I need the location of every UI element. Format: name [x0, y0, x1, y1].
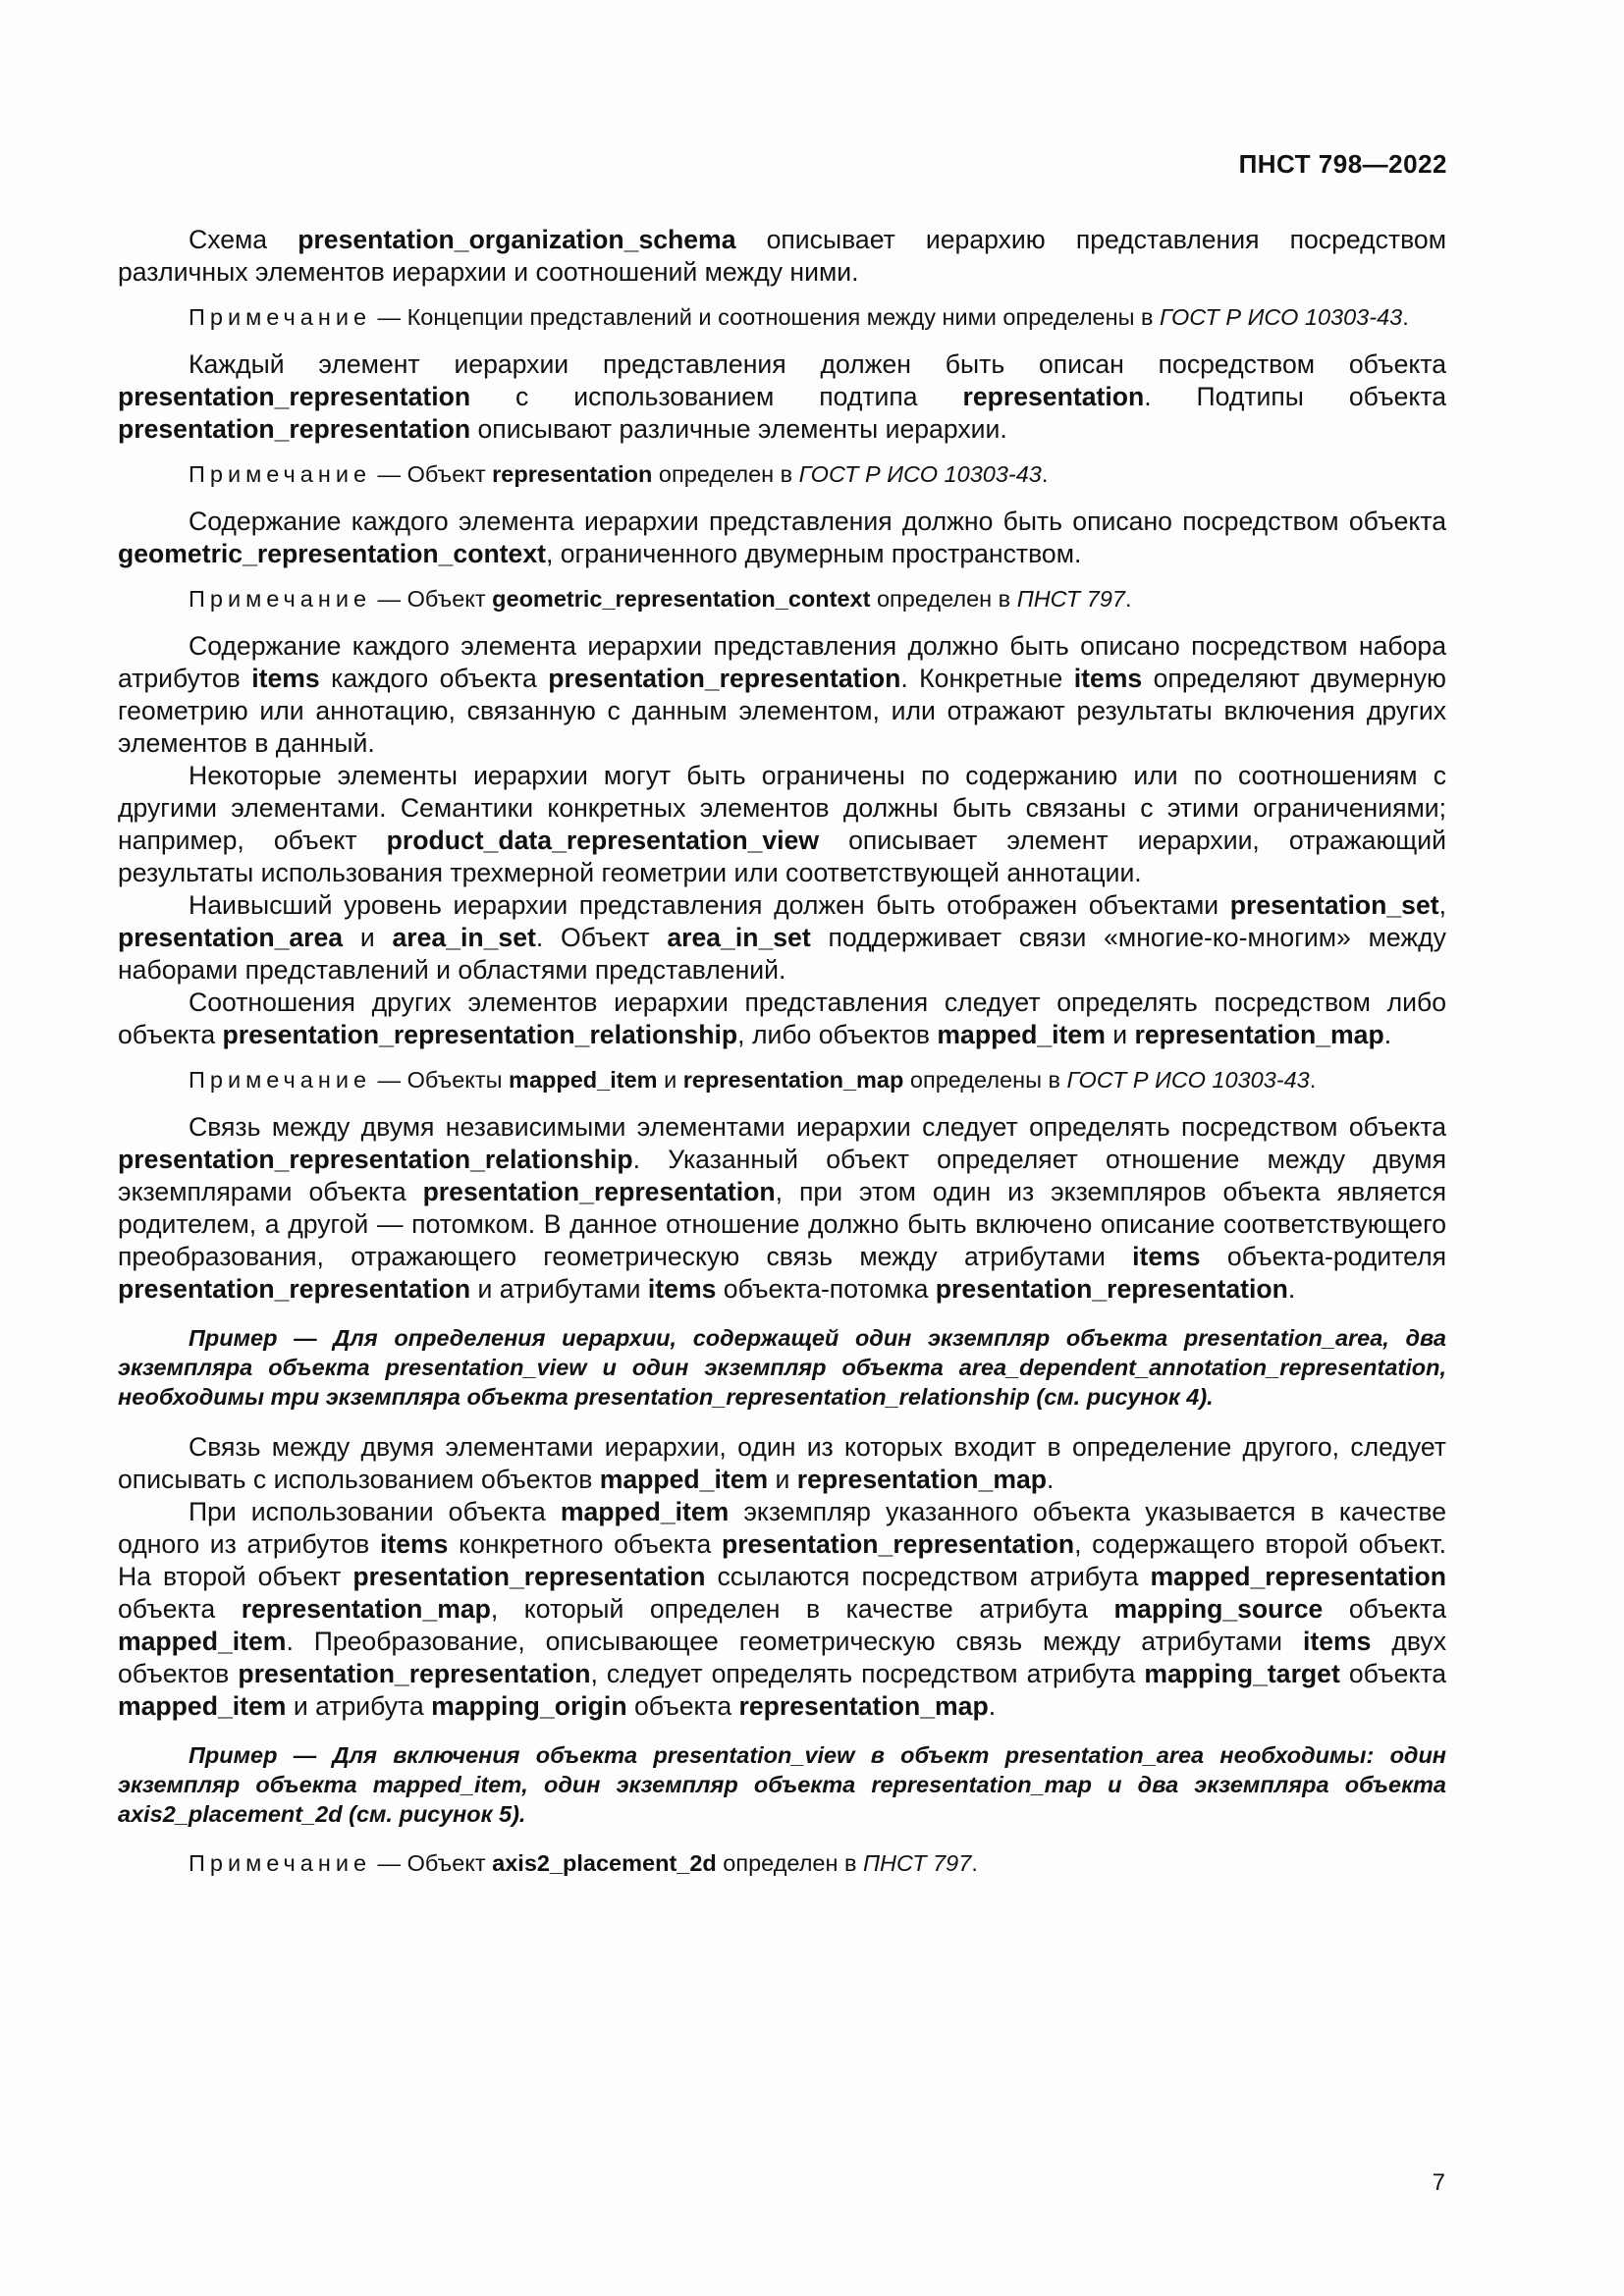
term: presentation_representation	[422, 1177, 776, 1206]
body-paragraph	[118, 760, 1446, 889]
text-run: Пример — Для определения иерархии, содержащей один экземпляр объекта presentation_area, два экземпляра объекта presentation_view и один экземпляр объекта area_dependent_annotation_representation, необходимы три экземпляра объекта presentation_representation_relationship (см. рисунок 4).	[118, 1325, 1446, 1410]
term: mapped_item	[599, 1465, 769, 1494]
text-run: описывают различные элементы иерархии.	[470, 414, 1007, 444]
term: presentation_representation_relationship	[222, 1020, 738, 1049]
text-run: объекта-родителя	[1200, 1242, 1446, 1271]
term: items	[1073, 664, 1143, 693]
text-run: Связь между двумя независимыми элементами иерархии следует определять посредством объекта	[189, 1112, 1446, 1142]
text-run: — Объект	[371, 1850, 493, 1876]
term: presentation_representation	[548, 664, 901, 693]
text-run: .	[1309, 1067, 1317, 1093]
term: representation	[492, 461, 653, 487]
term: presentation_representation_relationship	[118, 1145, 633, 1174]
text-run: определен в	[716, 1850, 864, 1876]
term: presentation_organization_schema	[298, 225, 736, 254]
text-run: каждого объекта	[319, 664, 549, 693]
text-run: двух объектов	[118, 1627, 1446, 1688]
note-paragraph	[118, 584, 1446, 614]
term: area_in_set	[667, 923, 811, 952]
text-run: объекта	[626, 1691, 739, 1721]
text-run: и	[343, 923, 393, 952]
term: presentation_representation	[352, 1562, 706, 1591]
term: product_data_representation_view	[386, 826, 820, 855]
text-run: поддерживает связи «многие-ко-многим» между наборами представлений и областями представлений.	[118, 923, 1446, 985]
term: presentation_representation	[721, 1529, 1075, 1559]
text-run: .	[971, 1850, 978, 1876]
term: geometric_representation_context	[118, 539, 546, 568]
term: representation_map	[738, 1691, 989, 1721]
reference: ПНСТ 797	[1016, 586, 1125, 612]
text-run: ссылаются посредством атрибута	[705, 1562, 1151, 1591]
text-run: , ограниченного двумерным пространством.	[545, 539, 1082, 568]
text-run: объекта-потомка	[716, 1274, 936, 1304]
note-label: Примечание	[189, 1850, 372, 1876]
text-run: и атрибутами	[470, 1274, 648, 1304]
note-paragraph	[118, 459, 1446, 490]
body-paragraph	[118, 889, 1446, 987]
text-run: .	[1402, 304, 1409, 330]
text-run: Каждый элемент иерархии представления должен быть описан посредством объекта	[189, 349, 1446, 379]
text-run: Наивысший уровень иерархии представления должен быть отображен объектами	[189, 890, 1230, 920]
text-run: .	[1287, 1274, 1296, 1304]
text-run: и	[657, 1067, 683, 1093]
term: presentation_representation	[118, 414, 471, 444]
term: items	[1302, 1627, 1372, 1656]
text-run: — Объекты	[371, 1067, 510, 1093]
text-run: .	[1047, 1465, 1055, 1494]
term: mapping_origin	[431, 1691, 627, 1721]
text-run: .	[1124, 586, 1132, 612]
text-run: , который определен в качестве атрибута	[490, 1594, 1114, 1624]
text-run: , следует определять посредством атрибута	[590, 1659, 1145, 1688]
page-number: 7	[1432, 2169, 1445, 2196]
term: representation_map	[1134, 1020, 1384, 1049]
text-run: определены в	[903, 1067, 1067, 1093]
text-run: , содержащего второй объект. На второй объект	[118, 1529, 1446, 1591]
text-run: описывает элемент иерархии, отражающий результаты использования трехмерной геометрии или соответствующей аннотации.	[118, 826, 1446, 887]
body-paragraph	[118, 1431, 1446, 1496]
text-run: Соотношения других элементов иерархии представления следует определять посредством либо объекта	[118, 988, 1446, 1049]
body-paragraph	[118, 348, 1446, 446]
body-paragraph	[118, 1496, 1446, 1723]
term: mapped_item	[560, 1497, 730, 1526]
text-run: и	[768, 1465, 797, 1494]
text-run: описывает иерархию представления посредством различных элементов иерархии и соотношений между ними.	[118, 225, 1446, 287]
term: area_in_set	[392, 923, 536, 952]
text-run: Схема	[189, 225, 298, 254]
note-paragraph	[118, 1065, 1446, 1095]
text-run: Связь между двумя элементами иерархии, один из которых входит в определение другого, следует описывать с использованием объектов	[118, 1432, 1446, 1494]
term: mapped_item	[509, 1067, 658, 1093]
text-run: и	[1105, 1020, 1135, 1049]
text-run: — Концепции представлений и соотношения между ними определены в	[371, 304, 1161, 330]
body-paragraph	[118, 506, 1446, 570]
term: items	[647, 1274, 717, 1304]
term: axis2_placement_2d	[492, 1850, 717, 1876]
document-code: ПНСТ 798—2022	[1238, 149, 1447, 179]
text-run: . Указанный объект определяет отношение между двумя экземплярами объекта	[118, 1145, 1446, 1206]
term: presentation_representation	[935, 1274, 1288, 1304]
text-run: конкретного объекта	[448, 1529, 722, 1559]
text-run: экземпляр указанного объекта указывается в качестве одного из атрибутов	[118, 1497, 1447, 1559]
term: presentation_representation	[118, 1274, 471, 1304]
note-label: Примечание	[189, 461, 372, 487]
text-run: объекта	[1323, 1594, 1447, 1624]
term: mapping_source	[1113, 1594, 1324, 1624]
note-label: Примечание	[189, 1067, 372, 1093]
text-run: . Преобразование, описывающее геометрическую связь между атрибутами	[286, 1627, 1303, 1656]
note-paragraph	[118, 1848, 1446, 1879]
note-paragraph	[118, 302, 1446, 333]
term: representation_map	[796, 1465, 1047, 1494]
text-run: объекта	[118, 1594, 242, 1624]
text-run: . Конкретные	[900, 664, 1074, 693]
text-run: определен в	[652, 461, 799, 487]
text-run: и атрибута	[286, 1691, 432, 1721]
term: items	[379, 1529, 449, 1559]
term: mapped_item	[118, 1691, 287, 1721]
body-paragraph	[118, 1111, 1446, 1306]
note-label: Примечание	[189, 304, 372, 330]
example-paragraph	[118, 1740, 1446, 1829]
text-run: . Подтипы объекта	[1144, 382, 1446, 411]
term: presentation_set	[1229, 890, 1439, 920]
text-run: Содержание каждого элемента иерархии представления должно быть описано посредством набора атрибутов	[118, 631, 1446, 693]
text-run: . Объект	[535, 923, 668, 952]
term: geometric_representation_context	[492, 586, 871, 612]
note-label: Примечание	[189, 586, 372, 612]
term: representation_map	[241, 1594, 491, 1624]
text-run: .	[988, 1691, 997, 1721]
term: representation_map	[682, 1067, 904, 1093]
term: items	[1132, 1242, 1201, 1271]
text-run: объекта	[1339, 1659, 1447, 1688]
text-run: , при этом один из экземпляров объекта является родителем, а другой — потомком. В данное отношение должно быть включено описание соответствующего преобразования, отражающего геометрическую связь между атрибутами	[118, 1177, 1446, 1271]
term: mapped_representation	[1150, 1562, 1446, 1591]
text-run: При использовании объекта	[189, 1497, 561, 1526]
text-run: — Объект	[371, 586, 493, 612]
text-run: .	[1041, 461, 1049, 487]
body-paragraph	[118, 630, 1446, 760]
text-run: Пример — Для включения объекта presentation_view в объект presentation_area необходимы: один экземпляр объекта mapped_item, один экземпляр объекта representation_map и два экземпляра объекта axis2_placement_2d (см. рисунок 5).	[118, 1742, 1446, 1827]
term: presentation_area	[118, 923, 344, 952]
term: representation	[962, 382, 1145, 411]
term: presentation_representation	[118, 382, 471, 411]
term: items	[251, 664, 320, 693]
term: presentation_representation	[238, 1659, 591, 1688]
term: mapping_target	[1144, 1659, 1340, 1688]
term: mapped_item	[937, 1020, 1106, 1049]
document-body	[118, 224, 1446, 1895]
reference: ГОСТ Р ИСО 10303-43	[1066, 1067, 1310, 1093]
example-paragraph	[118, 1323, 1446, 1412]
text-run: Некоторые элементы иерархии могут быть ограничены по содержанию или по соотношениям с другими элементами. Семантики конкретных элементов должны быть связаны с этими ограничениями; например, объект	[118, 761, 1446, 855]
text-run: Содержание каждого элемента иерархии представления должно быть описано посредством объекта	[189, 507, 1446, 536]
reference: ГОСТ Р ИСО 10303-43	[1160, 304, 1403, 330]
text-run: с использованием подтипа	[470, 382, 963, 411]
text-run: — Объект	[371, 461, 493, 487]
text-run: определяют двумерную геометрию или аннотацию, связанную с данным элементом, или отражают результаты включения других элементов в данный.	[118, 664, 1446, 758]
text-run: определен в	[870, 586, 1017, 612]
body-paragraph	[118, 987, 1446, 1051]
body-paragraph	[118, 224, 1446, 289]
text-run: .	[1383, 1020, 1392, 1049]
text-run: ,	[1438, 890, 1446, 920]
term: mapped_item	[118, 1627, 287, 1656]
reference: ПНСТ 797	[863, 1850, 972, 1876]
reference: ГОСТ Р ИСО 10303-43	[798, 461, 1042, 487]
text-run: , либо объектов	[737, 1020, 938, 1049]
